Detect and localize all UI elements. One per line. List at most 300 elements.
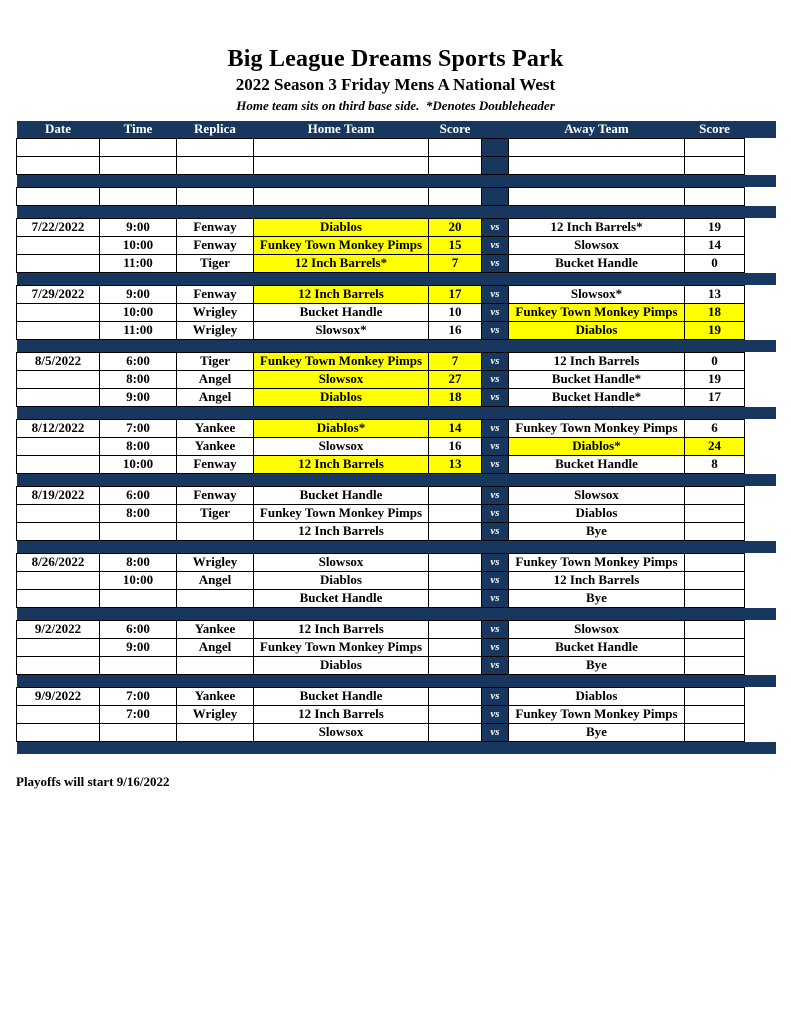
home-score-cell: 10 — [429, 303, 482, 321]
away-score-cell — [685, 486, 745, 504]
replica-cell — [177, 589, 254, 607]
home-score-cell — [429, 687, 482, 705]
date-cell — [17, 370, 100, 388]
home-score-cell — [429, 504, 482, 522]
home-score-cell — [429, 187, 482, 205]
separator-cell — [17, 674, 776, 687]
game-row — [17, 352, 776, 370]
time-cell — [100, 156, 177, 174]
header-replica: Replica — [177, 121, 254, 138]
vs-cell: vs — [482, 589, 509, 607]
away-score-cell — [685, 522, 745, 540]
replica-cell — [177, 522, 254, 540]
away-team-cell: Funkey Town Monkey Pimps — [509, 303, 685, 321]
replica-cell: Yankee — [177, 620, 254, 638]
home-team-cell: Funkey Town Monkey Pimps — [254, 504, 429, 522]
home-score-cell: 18 — [429, 388, 482, 406]
time-cell: 10:00 — [100, 236, 177, 254]
date-cell — [17, 254, 100, 272]
separator-row — [17, 406, 776, 419]
separator-cell — [17, 272, 776, 285]
away-score-cell: 13 — [685, 285, 745, 303]
game-row — [17, 419, 776, 437]
vs-cell: vs — [482, 254, 509, 272]
away-team-cell: Bucket Handle — [509, 638, 685, 656]
home-score-cell: 17 — [429, 285, 482, 303]
separator-row — [17, 540, 776, 553]
filler-cell — [745, 419, 776, 437]
header-filler — [745, 121, 776, 138]
time-cell: 11:00 — [100, 321, 177, 339]
replica-cell: Wrigley — [177, 321, 254, 339]
separator-row — [17, 205, 776, 218]
away-score-cell — [685, 638, 745, 656]
date-cell: 9/2/2022 — [17, 620, 100, 638]
date-cell — [17, 138, 100, 156]
game-row — [17, 218, 776, 236]
home-score-cell — [429, 723, 482, 741]
game-row — [17, 437, 776, 455]
time-cell: 9:00 — [100, 285, 177, 303]
home-score-cell — [429, 522, 482, 540]
away-score-cell — [685, 156, 745, 174]
away-score-cell: 19 — [685, 321, 745, 339]
date-cell — [17, 705, 100, 723]
game-row — [17, 553, 776, 571]
filler-cell — [745, 571, 776, 589]
separator-row — [17, 674, 776, 687]
home-team-cell — [254, 187, 429, 205]
time-cell: 10:00 — [100, 571, 177, 589]
schedule-table — [16, 121, 776, 754]
separator-cell — [17, 174, 776, 187]
replica-cell: Fenway — [177, 455, 254, 473]
separator-row — [17, 272, 776, 285]
filler-cell — [745, 638, 776, 656]
away-team-cell: 12 Inch Barrels — [509, 571, 685, 589]
home-team-cell: Bucket Handle — [254, 589, 429, 607]
game-row — [17, 388, 776, 406]
time-cell: 6:00 — [100, 486, 177, 504]
away-score-cell: 24 — [685, 437, 745, 455]
filler-cell — [745, 437, 776, 455]
home-team-cell — [254, 138, 429, 156]
away-score-cell: 6 — [685, 419, 745, 437]
date-cell — [17, 638, 100, 656]
away-score-cell — [685, 687, 745, 705]
time-cell: 8:00 — [100, 370, 177, 388]
game-row — [17, 303, 776, 321]
home-team-cell: 12 Inch Barrels — [254, 705, 429, 723]
time-cell: 9:00 — [100, 218, 177, 236]
filler-cell — [745, 352, 776, 370]
date-cell: 8/19/2022 — [17, 486, 100, 504]
filler-cell — [745, 218, 776, 236]
replica-cell: Yankee — [177, 419, 254, 437]
away-team-cell: Bucket Handle — [509, 254, 685, 272]
vs-cell: vs — [482, 303, 509, 321]
time-cell: 7:00 — [100, 687, 177, 705]
away-score-cell — [685, 589, 745, 607]
replica-cell — [177, 138, 254, 156]
away-team-cell: Bucket Handle* — [509, 388, 685, 406]
home-team-cell: Diablos — [254, 571, 429, 589]
home-score-cell: 7 — [429, 352, 482, 370]
home-score-cell — [429, 620, 482, 638]
replica-cell — [177, 156, 254, 174]
replica-cell: Angel — [177, 571, 254, 589]
away-team-cell: Slowsox* — [509, 285, 685, 303]
filler-cell — [745, 687, 776, 705]
time-cell: 8:00 — [100, 437, 177, 455]
filler-cell — [745, 138, 776, 156]
away-score-cell: 19 — [685, 370, 745, 388]
home-score-cell — [429, 138, 482, 156]
home-team-cell: Slowsox — [254, 553, 429, 571]
away-score-cell — [685, 138, 745, 156]
separator-row — [17, 607, 776, 620]
filler-cell — [745, 321, 776, 339]
home-score-cell — [429, 705, 482, 723]
away-team-cell: 12 Inch Barrels — [509, 352, 685, 370]
time-cell: 10:00 — [100, 303, 177, 321]
vs-cell: vs — [482, 723, 509, 741]
date-cell — [17, 455, 100, 473]
game-row — [17, 589, 776, 607]
game-row — [17, 504, 776, 522]
filler-cell — [745, 553, 776, 571]
home-score-cell: 16 — [429, 437, 482, 455]
vs-cell — [482, 187, 509, 205]
vs-cell: vs — [482, 656, 509, 674]
home-team-cell: Diablos — [254, 388, 429, 406]
separator-row — [17, 473, 776, 486]
playoffs-note: Playoffs will start 9/16/2022 — [16, 774, 170, 789]
time-cell: 9:00 — [100, 638, 177, 656]
replica-cell: Fenway — [177, 218, 254, 236]
separator-cell — [17, 406, 776, 419]
away-team-cell: Diablos — [509, 687, 685, 705]
replica-cell — [177, 656, 254, 674]
filler-cell — [745, 656, 776, 674]
home-team-cell: 12 Inch Barrels — [254, 285, 429, 303]
time-cell: 8:00 — [100, 504, 177, 522]
blank-row — [17, 187, 776, 205]
home-team-cell: Slowsox — [254, 437, 429, 455]
home-team-cell: Funkey Town Monkey Pimps — [254, 638, 429, 656]
away-team-cell: Bye — [509, 522, 685, 540]
replica-cell — [177, 723, 254, 741]
separator-cell — [17, 473, 776, 486]
filler-cell — [745, 589, 776, 607]
date-cell — [17, 303, 100, 321]
time-cell: 6:00 — [100, 352, 177, 370]
home-team-cell: 12 Inch Barrels — [254, 455, 429, 473]
home-team-cell: Funkey Town Monkey Pimps — [254, 236, 429, 254]
replica-cell: Angel — [177, 388, 254, 406]
home-score-cell — [429, 638, 482, 656]
away-score-cell: 14 — [685, 236, 745, 254]
time-cell: 10:00 — [100, 455, 177, 473]
time-cell — [100, 522, 177, 540]
away-team-cell: Bucket Handle — [509, 455, 685, 473]
header-vs — [482, 121, 509, 138]
separator-cell — [17, 540, 776, 553]
home-team-cell: 12 Inch Barrels* — [254, 254, 429, 272]
away-score-cell: 0 — [685, 352, 745, 370]
page-note: Home team sits on third base side. *Denotes Doubleheader — [236, 98, 555, 113]
away-team-cell: Slowsox — [509, 236, 685, 254]
away-team-cell: Bye — [509, 589, 685, 607]
table-header-row — [17, 121, 776, 138]
page-subtitle: 2022 Season 3 Friday Mens A National West — [235, 75, 556, 94]
home-score-cell: 20 — [429, 218, 482, 236]
game-row — [17, 254, 776, 272]
game-row — [17, 723, 776, 741]
vs-cell: vs — [482, 218, 509, 236]
separator-row — [17, 339, 776, 352]
vs-cell: vs — [482, 285, 509, 303]
away-score-cell — [685, 705, 745, 723]
game-row — [17, 455, 776, 473]
away-score-cell: 0 — [685, 254, 745, 272]
replica-cell: Yankee — [177, 437, 254, 455]
vs-cell: vs — [482, 705, 509, 723]
game-row — [17, 656, 776, 674]
home-team-cell: Diablos* — [254, 419, 429, 437]
vs-cell: vs — [482, 553, 509, 571]
filler-cell — [745, 285, 776, 303]
game-row — [17, 285, 776, 303]
home-team-cell: Slowsox* — [254, 321, 429, 339]
header-away-score: Score — [685, 121, 745, 138]
date-cell — [17, 156, 100, 174]
home-team-cell: 12 Inch Barrels — [254, 620, 429, 638]
filler-cell — [745, 156, 776, 174]
away-score-cell: 17 — [685, 388, 745, 406]
replica-cell: Angel — [177, 638, 254, 656]
filler-cell — [745, 455, 776, 473]
replica-cell — [177, 187, 254, 205]
vs-cell: vs — [482, 236, 509, 254]
blank-row — [17, 138, 776, 156]
game-row — [17, 370, 776, 388]
replica-cell: Yankee — [177, 687, 254, 705]
filler-cell — [745, 303, 776, 321]
date-cell — [17, 437, 100, 455]
page-title: Big League Dreams Sports Park — [227, 46, 564, 72]
home-team-cell — [254, 156, 429, 174]
header-home-team: Home Team — [254, 121, 429, 138]
away-score-cell — [685, 571, 745, 589]
filler-cell — [745, 370, 776, 388]
vs-cell: vs — [482, 486, 509, 504]
away-score-cell — [685, 187, 745, 205]
time-cell: 11:00 — [100, 254, 177, 272]
away-team-cell: Bye — [509, 723, 685, 741]
away-score-cell: 18 — [685, 303, 745, 321]
home-team-cell: Slowsox — [254, 723, 429, 741]
time-cell: 7:00 — [100, 705, 177, 723]
vs-cell — [482, 156, 509, 174]
vs-cell: vs — [482, 455, 509, 473]
time-cell: 6:00 — [100, 620, 177, 638]
game-row — [17, 486, 776, 504]
away-team-cell: Funkey Town Monkey Pimps — [509, 705, 685, 723]
header-away-team: Away Team — [509, 121, 685, 138]
home-team-cell: 12 Inch Barrels — [254, 522, 429, 540]
header-time: Time — [100, 121, 177, 138]
vs-cell: vs — [482, 571, 509, 589]
date-cell — [17, 236, 100, 254]
time-cell: 7:00 — [100, 419, 177, 437]
home-team-cell: Bucket Handle — [254, 303, 429, 321]
game-row — [17, 638, 776, 656]
vs-cell: vs — [482, 370, 509, 388]
separator-row — [17, 741, 776, 754]
separator-cell — [17, 741, 776, 754]
replica-cell: Fenway — [177, 236, 254, 254]
date-cell — [17, 522, 100, 540]
replica-cell: Tiger — [177, 254, 254, 272]
game-row — [17, 705, 776, 723]
date-cell: 8/26/2022 — [17, 553, 100, 571]
time-cell — [100, 187, 177, 205]
away-team-cell: Bye — [509, 656, 685, 674]
filler-cell — [745, 254, 776, 272]
date-cell — [17, 187, 100, 205]
separator-row — [17, 174, 776, 187]
filler-cell — [745, 504, 776, 522]
replica-cell: Fenway — [177, 486, 254, 504]
home-score-cell: 13 — [429, 455, 482, 473]
replica-cell: Wrigley — [177, 303, 254, 321]
date-cell — [17, 571, 100, 589]
away-score-cell — [685, 620, 745, 638]
separator-cell — [17, 339, 776, 352]
replica-cell: Angel — [177, 370, 254, 388]
game-row — [17, 321, 776, 339]
time-cell — [100, 138, 177, 156]
away-team-cell — [509, 187, 685, 205]
home-team-cell: Diablos — [254, 218, 429, 236]
away-score-cell: 19 — [685, 218, 745, 236]
filler-cell — [745, 187, 776, 205]
date-cell — [17, 589, 100, 607]
game-row — [17, 571, 776, 589]
vs-cell: vs — [482, 388, 509, 406]
home-score-cell: 27 — [429, 370, 482, 388]
date-cell — [17, 723, 100, 741]
vs-cell: vs — [482, 620, 509, 638]
replica-cell: Tiger — [177, 504, 254, 522]
home-score-cell — [429, 156, 482, 174]
home-team-cell: Slowsox — [254, 370, 429, 388]
away-score-cell — [685, 553, 745, 571]
away-score-cell: 8 — [685, 455, 745, 473]
date-cell — [17, 504, 100, 522]
vs-cell: vs — [482, 321, 509, 339]
schedule-table-body — [17, 138, 776, 754]
away-score-cell — [685, 723, 745, 741]
away-score-cell — [685, 504, 745, 522]
home-score-cell: 16 — [429, 321, 482, 339]
vs-cell: vs — [482, 437, 509, 455]
home-team-cell: Bucket Handle — [254, 687, 429, 705]
filler-cell — [745, 236, 776, 254]
home-score-cell — [429, 589, 482, 607]
date-cell — [17, 388, 100, 406]
game-row — [17, 687, 776, 705]
time-cell — [100, 723, 177, 741]
home-score-cell — [429, 571, 482, 589]
game-row — [17, 522, 776, 540]
filler-cell — [745, 486, 776, 504]
home-score-cell: 14 — [429, 419, 482, 437]
replica-cell: Wrigley — [177, 705, 254, 723]
replica-cell: Wrigley — [177, 553, 254, 571]
date-cell — [17, 656, 100, 674]
away-team-cell: Bucket Handle* — [509, 370, 685, 388]
away-team-cell — [509, 138, 685, 156]
separator-cell — [17, 205, 776, 218]
date-cell: 8/12/2022 — [17, 419, 100, 437]
home-score-cell — [429, 656, 482, 674]
vs-cell: vs — [482, 522, 509, 540]
time-cell — [100, 656, 177, 674]
home-team-cell: Funkey Town Monkey Pimps — [254, 352, 429, 370]
date-cell: 8/5/2022 — [17, 352, 100, 370]
away-team-cell: Diablos — [509, 321, 685, 339]
away-team-cell: Slowsox — [509, 486, 685, 504]
filler-cell — [745, 522, 776, 540]
home-score-cell: 15 — [429, 236, 482, 254]
vs-cell: vs — [482, 687, 509, 705]
vs-cell: vs — [482, 638, 509, 656]
replica-cell: Tiger — [177, 352, 254, 370]
vs-cell — [482, 138, 509, 156]
vs-cell: vs — [482, 352, 509, 370]
date-cell: 9/9/2022 — [17, 687, 100, 705]
time-cell: 8:00 — [100, 553, 177, 571]
home-team-cell: Bucket Handle — [254, 486, 429, 504]
home-score-cell — [429, 553, 482, 571]
date-cell: 7/22/2022 — [17, 218, 100, 236]
date-cell — [17, 321, 100, 339]
blank-row — [17, 156, 776, 174]
home-score-cell — [429, 486, 482, 504]
game-row — [17, 620, 776, 638]
away-score-cell — [685, 656, 745, 674]
vs-cell: vs — [482, 419, 509, 437]
time-cell: 9:00 — [100, 388, 177, 406]
away-team-cell: Funkey Town Monkey Pimps — [509, 419, 685, 437]
filler-cell — [745, 705, 776, 723]
home-score-cell: 7 — [429, 254, 482, 272]
header-date: Date — [17, 121, 100, 138]
filler-cell — [745, 723, 776, 741]
time-cell — [100, 589, 177, 607]
away-team-cell: Slowsox — [509, 620, 685, 638]
away-team-cell — [509, 156, 685, 174]
away-team-cell: 12 Inch Barrels* — [509, 218, 685, 236]
header-home-score: Score — [429, 121, 482, 138]
separator-cell — [17, 607, 776, 620]
replica-cell: Fenway — [177, 285, 254, 303]
game-row — [17, 236, 776, 254]
date-cell: 7/29/2022 — [17, 285, 100, 303]
home-team-cell: Diablos — [254, 656, 429, 674]
